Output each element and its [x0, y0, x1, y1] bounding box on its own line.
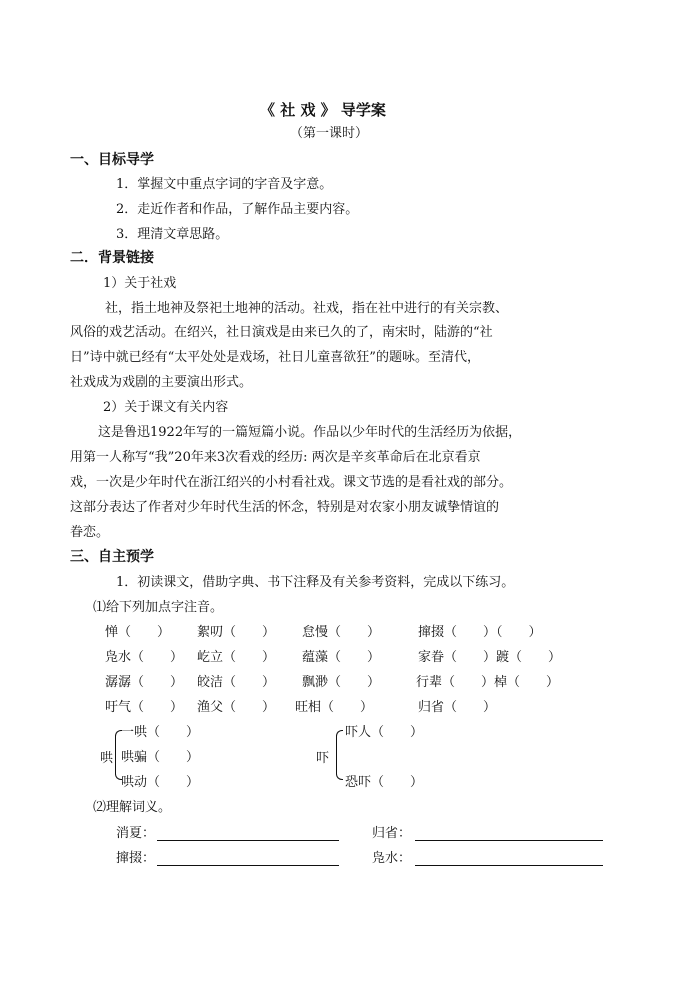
pinyin-item: 渔父（ ）: [197, 700, 276, 715]
vocab-label: 归省：: [372, 826, 412, 841]
vocab-answer-line[interactable]: [415, 865, 603, 866]
paragraph-line: 风俗的戏艺活动。在绍兴，社日演戏是由来已久的了，南宋时，陆游的“社: [70, 325, 493, 340]
pinyin-item: 旺相（ ）: [295, 700, 374, 715]
section-1-item: 2．走近作者和作品，了解作品主要内容。: [116, 202, 359, 217]
paragraph-line: 眷恋。: [70, 525, 110, 540]
pinyin-item: 絮叨（ ）: [197, 625, 276, 640]
pinyin-item: 行辈（ ）棹（ ）: [416, 675, 560, 690]
document-subtitle: （第一课时）: [290, 126, 369, 141]
pinyin-item: 归省（ ）: [418, 700, 497, 715]
pinyin-item: 屹立（ ）: [197, 650, 276, 665]
pinyin-item: 凫水（ ）: [105, 650, 184, 665]
pinyin-item: 皎洁（ ）: [197, 675, 276, 690]
vocab-label: 撺掇：: [116, 851, 156, 866]
paragraph-line: 这是鲁迅1922年写的一篇短篇小说。作品以少年时代的生活经历为依据，: [98, 425, 522, 440]
pinyin-item: 吁气（ ）: [105, 700, 184, 715]
section-1-heading: 一、目标导学: [70, 152, 154, 168]
pinyin-item: 潺潺（ ）: [105, 675, 184, 690]
polyphone-item: 吓人（ ）: [345, 725, 424, 740]
pinyin-item: 家眷（ ）踱（ ）: [418, 650, 562, 665]
polyphone-item: 哄动（ ）: [121, 775, 200, 790]
section-1-item: 3．理清文章思路。: [116, 227, 229, 242]
section-2-heading: 二．背景链接: [70, 250, 154, 266]
section-3-intro: 1．初读课文，借助字典、书下注释及有关参考资料，完成以下练习。: [116, 575, 515, 590]
vocab-label: 凫水：: [372, 851, 412, 866]
brace-icon: [336, 730, 343, 780]
vocab-answer-line[interactable]: [157, 865, 339, 866]
paragraph-line: 这部分表达了作者对少年时代生活的怀念，特别是对农家小朋友诚挚情谊的: [70, 500, 500, 515]
pinyin-item: 飘渺（ ）: [302, 675, 381, 690]
pinyin-item: 惮（ ）: [105, 625, 171, 640]
polyphone-item: 恐吓（ ）: [345, 775, 424, 790]
polyphone-root: 吓: [316, 751, 330, 766]
pinyin-item: 撺掇（ ）（ ）: [418, 625, 542, 640]
question-1: ⑴给下列加点字注音。: [93, 600, 224, 615]
pinyin-item: 蕴藻（ ）: [302, 650, 381, 665]
polyphone-item: 一哄（ ）: [121, 725, 200, 740]
section-3-heading: 三、自主预学: [70, 549, 154, 565]
vocab-label: 消夏：: [116, 826, 156, 841]
pinyin-item: 怠慢（ ）: [302, 625, 381, 640]
paragraph-line: 社戏成为戏剧的主要演出形式。: [70, 375, 253, 390]
paragraph-line: 戏，一次是少年时代在浙江绍兴的小村看社戏。课文节选的是看社戏的部分。: [70, 475, 513, 490]
section-1-item: 1．掌握文中重点字词的字音及字意。: [116, 177, 333, 192]
question-2: ⑵理解词义。: [93, 800, 172, 815]
vocab-answer-line[interactable]: [415, 840, 603, 841]
subsection-title: 2）关于课文有关内容: [103, 400, 229, 415]
vocab-answer-line[interactable]: [157, 840, 339, 841]
subsection-title: 1）关于社戏: [103, 276, 177, 291]
paragraph-line: 日”诗中就已经有“太平处处是戏场，社日儿童喜欲狂”的题咏。至清代，: [70, 350, 480, 365]
paragraph-line: 用第一人称写“我”20年来3次看戏的经历: 两次是辛亥革命后在北京看京: [70, 450, 481, 465]
document-title: 《 社 戏 》 导学案: [260, 101, 386, 119]
paragraph-line: 社，指土地神及祭祀土地神的活动。社戏，指在社中进行的有关宗教、: [105, 301, 509, 316]
polyphone-root: 哄: [100, 751, 114, 766]
polyphone-item: 哄骗（ ）: [121, 750, 200, 765]
